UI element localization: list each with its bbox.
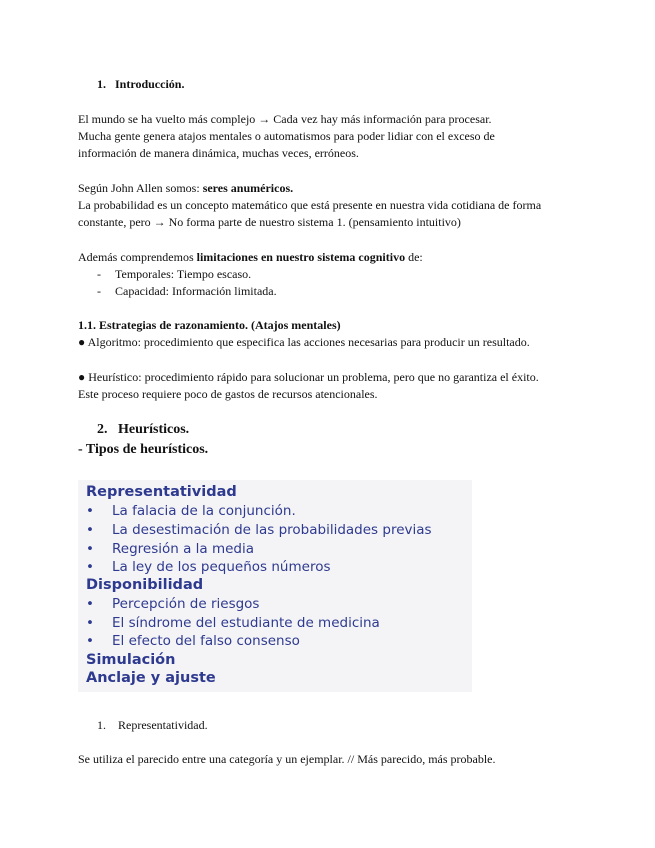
heuristico-line-2: Este proceso requiere poco de gastos de recursos atencionales.: [78, 387, 378, 401]
figure-item-text: Regresión a la media: [112, 541, 255, 557]
limits-prefix: Además comprendemos: [78, 250, 197, 264]
allen-line-2: La probabilidad es un concepto matemático que está presente en nuestra vida cotidiana de forma: [78, 198, 542, 212]
limits-line: [78, 249, 423, 265]
figure-item-text: Percepción de riesgos: [112, 596, 260, 612]
bullet-marker: •: [86, 633, 94, 649]
subsection-1-1-title: 1.1. Estrategias de razonamiento. (Atajos mentales): [78, 318, 341, 332]
section-2-number: 2.: [97, 422, 108, 437]
figure-item-text: La ley de los pequeños números: [112, 559, 331, 575]
limits-suffix: de:: [405, 250, 423, 264]
bullet-marker: •: [86, 559, 94, 575]
allen-bold: seres anuméricos.: [202, 181, 294, 195]
section-2-title: Heurísticos.: [118, 422, 190, 437]
allen-line-1: [78, 180, 293, 196]
bullet-marker: •: [86, 541, 94, 557]
allen-line-3: constante, pero → No forma parte de nuestro sistema 1. (pensamiento intuitivo): [78, 215, 461, 229]
figure-list-item: [86, 540, 254, 558]
figure-item-text: El síndrome del estudiante de medicina: [112, 615, 380, 631]
dash-marker: -: [97, 267, 101, 281]
bullet-marker: •: [86, 615, 94, 631]
figure-list-item: [86, 632, 300, 650]
limits-item-1: [97, 266, 251, 282]
intro-line-2: Mucha gente genera atajos mentales o automatismos para poder lidiar con el exceso de: [78, 129, 495, 143]
intro-line-3: información de manera dinámica, muchas veces, erróneos.: [78, 146, 359, 160]
limits-bold: limitaciones en nuestro sistema cognitivo: [196, 250, 406, 264]
figure-list-item: [86, 521, 432, 539]
heuristics-figure: [78, 480, 472, 692]
limits-item-text: Temporales: Tiempo escaso.: [115, 267, 252, 281]
figure-item-text: La falacia de la conjunción.: [112, 503, 296, 519]
figure-list-item: [86, 558, 331, 576]
figure-group-title: Anclaje y ajuste: [86, 670, 216, 686]
section-rep-title: Representatividad.: [118, 718, 208, 732]
figure-group-title: Representatividad: [86, 484, 237, 500]
figure-list-item: [86, 502, 296, 520]
heuristico-line-1: ● Heurístico: procedimiento rápido para solucionar un problema, pero que no garantiza el éxito.: [78, 370, 539, 384]
figure-group-title: Simulación: [86, 652, 176, 668]
section-rep-number: 1.: [97, 718, 106, 732]
final-line: Se utiliza el parecido entre una categoría y un ejemplar. // Más parecido, más probable.: [78, 752, 496, 766]
section-1-number: 1.: [97, 77, 106, 91]
dash-marker: -: [97, 284, 101, 298]
bullet-marker: •: [86, 522, 94, 538]
figure-group-title: Disponibilidad: [86, 577, 204, 593]
intro-line-1: El mundo se ha vuelto más complejo → Cada vez hay más información para procesar.: [78, 112, 492, 126]
allen-prefix: Según John Allen somos:: [78, 181, 203, 195]
bullet-marker: •: [86, 503, 94, 519]
bullet-marker: •: [86, 596, 94, 612]
figure-item-text: La desestimación de las probabilidades previas: [112, 522, 432, 538]
section-1-title: Introducción.: [115, 77, 185, 91]
section-representatividad-heading: [97, 717, 208, 733]
figure-list-item: [86, 595, 259, 613]
figure-list-item: [86, 614, 380, 632]
section-2-subtitle: - Tipos de heurísticos.: [78, 442, 209, 457]
section-1-heading: [97, 76, 184, 92]
limits-item-2: [97, 283, 277, 299]
algoritmo-line: ● Algoritmo: procedimiento que especifica las acciones necesarias para producir un resultado.: [78, 335, 530, 349]
limits-item-text: Capacidad: Información limitada.: [115, 284, 277, 298]
figure-item-text: El efecto del falso consenso: [112, 633, 300, 649]
section-2-heading: [97, 421, 189, 439]
